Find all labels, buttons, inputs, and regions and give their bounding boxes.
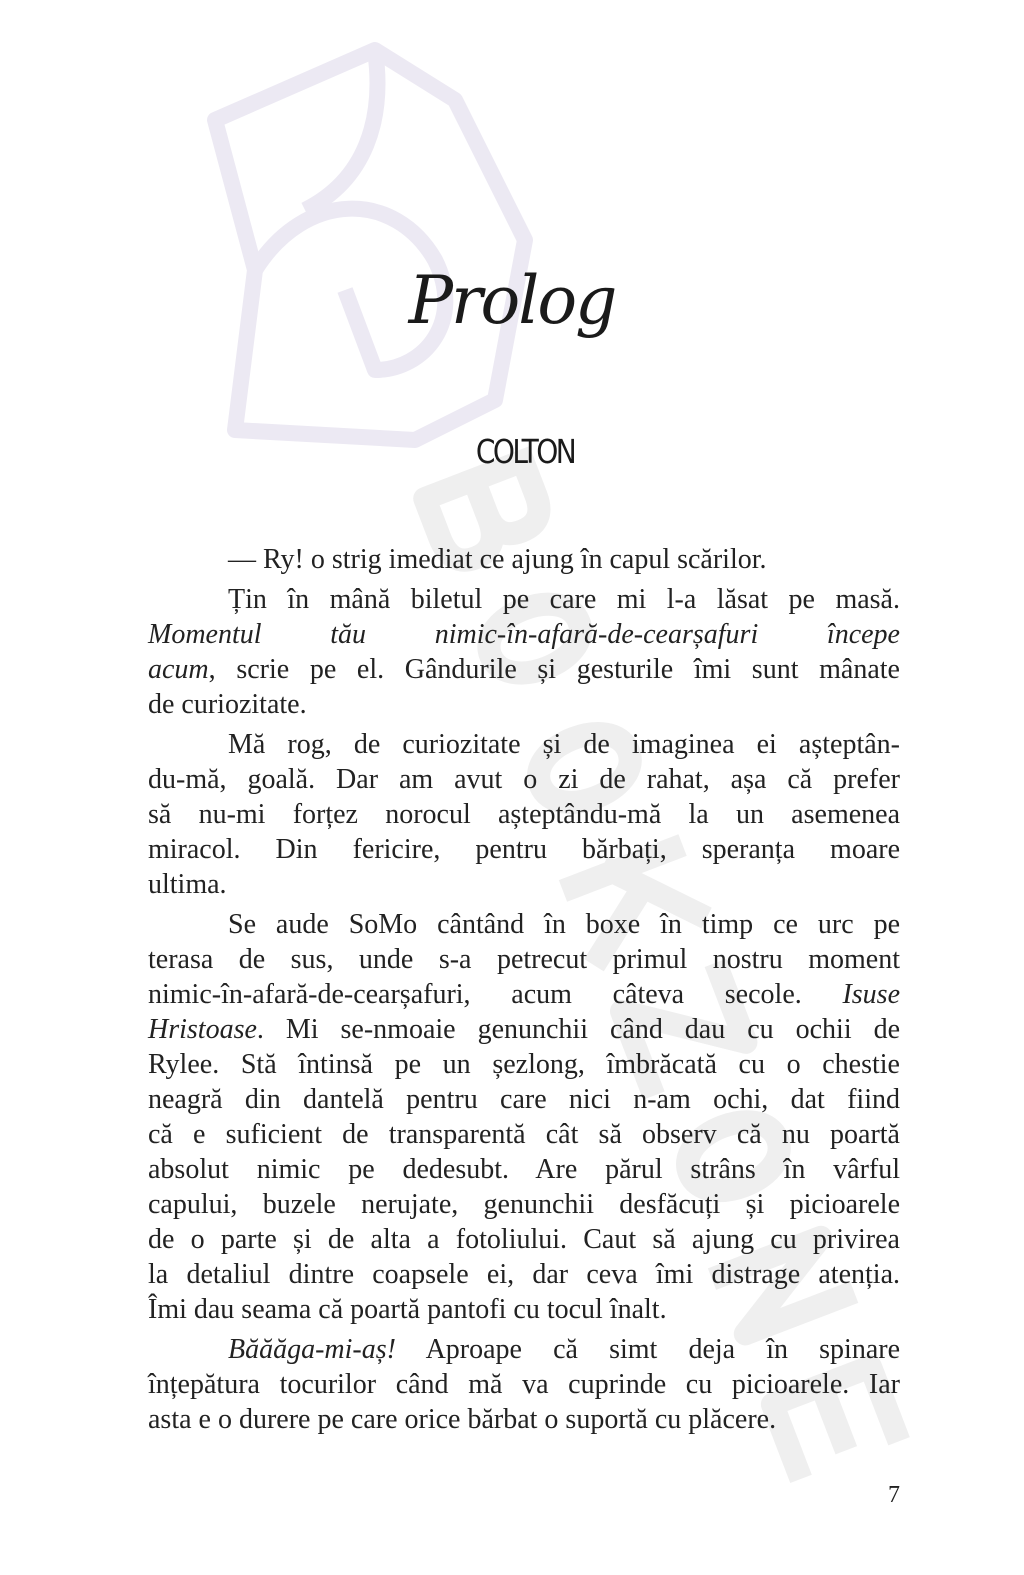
text-line <box>148 1047 900 1082</box>
text-run: Rylee. Stă întinsă pe un șezlong, îmbrăcată cu o chestie <box>148 1049 900 1080</box>
text-line <box>148 832 900 867</box>
paragraph <box>148 542 900 577</box>
text-run: ultima. <box>148 869 227 900</box>
text-run: Mă rog, de curiozitate și de imaginea ei așteptân- <box>228 729 900 760</box>
text-line <box>148 797 900 832</box>
text-run: , scrie pe el. Gândurile și gesturile îmi sunt mânate <box>208 654 900 685</box>
text-line <box>148 617 900 652</box>
text-line <box>148 1292 900 1327</box>
text-run: . Mi se-nmoaie genunchii când dau cu ochii de <box>256 1014 900 1045</box>
paragraph <box>148 582 900 722</box>
italic-run: acum <box>148 654 209 685</box>
text-line <box>148 977 900 1012</box>
text-line <box>148 942 900 977</box>
text-run: Țin în mână biletul pe care mi l-a lăsat pe masă. <box>228 584 900 615</box>
page-number: 7 <box>888 1482 900 1508</box>
paragraph <box>148 1332 900 1437</box>
text-line <box>148 687 900 722</box>
text-run: că e suficient de transparentă cât să observ că nu poartă <box>148 1119 900 1150</box>
text-line <box>148 542 900 577</box>
text-run: de curiozitate. <box>148 689 307 720</box>
text-run: terasa de sus, unde s-a petrecut primul nostru moment <box>148 944 900 975</box>
text-line <box>148 1152 900 1187</box>
watermark-logo <box>195 40 540 450</box>
text-line <box>148 652 900 687</box>
text-line <box>148 867 900 902</box>
italic-run: Momentul tău nimic-în-afară-de-cearșafuri începe <box>148 619 900 650</box>
italic-run: Hristoase <box>148 1014 257 1045</box>
text-run: să nu-mi forțez norocul așteptându-mă la un asemenea <box>148 799 900 830</box>
chapter-pov-name: COLTON <box>475 432 575 471</box>
text-line <box>148 727 900 762</box>
text-line <box>148 1402 900 1437</box>
italic-run: Isuse <box>842 979 900 1010</box>
text-run: capului, buzele nerujate, genunchii desfăcuți și picioarele <box>148 1189 900 1220</box>
text-line <box>148 1222 900 1257</box>
text-run: de o parte și de alta a fotoliului. Caut să ajung cu privirea <box>148 1224 900 1255</box>
text-line <box>148 1082 900 1117</box>
text-run: Se aude SoMo cântând în boxe în timp ce urc pe <box>228 909 900 940</box>
text-run: Îmi dau seama că poartă pantofi cu tocul înalt. <box>148 1294 667 1325</box>
text-line <box>148 907 900 942</box>
body-text <box>148 542 900 1442</box>
text-run: înțepătura tocurilor când mă va cuprinde cu picioarele. Iar <box>148 1369 900 1400</box>
text-line <box>148 1367 900 1402</box>
text-run: du-mă, goală. Dar am avut o zi de rahat, așa că prefer <box>148 764 900 795</box>
text-line <box>148 582 900 617</box>
text-run: asta e o durere pe care orice bărbat o suportă cu plăcere. <box>148 1404 777 1435</box>
text-line <box>148 1117 900 1152</box>
text-run: neagră din dantelă pentru care nici n-am ochi, dat fiind <box>148 1084 900 1115</box>
text-run: Aproape că simt deja în spinare <box>395 1334 900 1365</box>
text-run: nimic-în-afară-de-cearșafuri, acum câteva secole. <box>148 979 843 1010</box>
text-run: miracol. Din fericire, pentru bărbați, speranța moare <box>148 834 900 865</box>
text-line <box>148 1257 900 1292</box>
text-line <box>148 762 900 797</box>
paragraph <box>148 727 900 902</box>
text-line <box>148 1012 900 1047</box>
text-run: — Ry! o strig imediat ce ajung în capul scărilor. <box>228 544 767 575</box>
text-run: absolut nimic pe dedesubt. Are părul strâns în vârful <box>148 1154 900 1185</box>
italic-run: Băăăga-mi-aș! <box>228 1334 396 1365</box>
text-run: la detaliul dintre coapsele ei, dar ceva îmi distrage atenția. <box>148 1259 900 1290</box>
text-line <box>148 1332 900 1367</box>
text-line <box>148 1187 900 1222</box>
chapter-title: Prolog <box>408 262 616 339</box>
paragraph <box>148 907 900 1327</box>
